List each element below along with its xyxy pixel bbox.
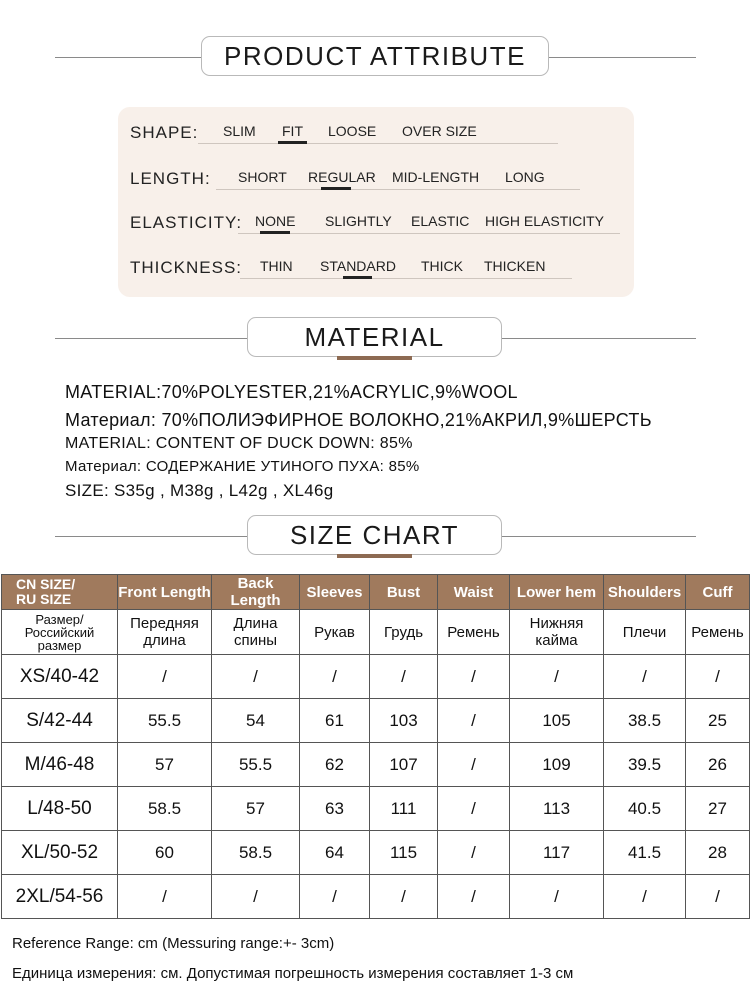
heading-title: PRODUCT ATTRIBUTE [201, 36, 549, 76]
table-row [2, 875, 750, 919]
heading-title: SIZE CHART [247, 515, 502, 555]
measurement-cell: / [438, 699, 510, 743]
header-cell: CN SIZE/ RU SIZE [2, 575, 118, 610]
attr-row-line [198, 143, 558, 144]
measurement-cell: / [438, 875, 510, 919]
header-cell: Back Length [212, 575, 300, 610]
heading-rule-left [55, 536, 248, 537]
measurement-cell: / [300, 875, 370, 919]
attr-row-line [238, 233, 620, 234]
heading-title: MATERIAL [247, 317, 502, 357]
measurement-cell: 38.5 [604, 699, 686, 743]
attr-option: SLIM [223, 123, 256, 139]
measurement-cell: / [604, 875, 686, 919]
measurement-cell: 117 [510, 831, 604, 875]
header-cell: Передняя длина [118, 610, 212, 655]
size-label-cell: M/46-48 [2, 743, 118, 787]
measurement-cell: / [212, 875, 300, 919]
measurement-cell: / [370, 655, 438, 699]
header-cell: Ремень [438, 610, 510, 655]
size-label-cell: XS/40-42 [2, 655, 118, 699]
measurement-cell: / [300, 655, 370, 699]
attr-row-thickness [118, 256, 634, 292]
measurement-cell: / [510, 655, 604, 699]
attr-label: SHAPE: [130, 123, 199, 142]
table-row [2, 787, 750, 831]
measurement-cell: 61 [300, 699, 370, 743]
attr-option-selected: REGULAR [308, 169, 376, 185]
measurement-cell: 113 [510, 787, 604, 831]
reference-range-ru: Единица измерения: см. Допустимая погрешность измерения составляет 1-3 см [12, 965, 574, 982]
material-line-1: MATERIAL:70%POLYESTER,21%ACRYLIC,9%WOOL [65, 382, 518, 402]
measurement-cell: 58.5 [118, 787, 212, 831]
measurement-cell: 40.5 [604, 787, 686, 831]
header-cell: Рукав [300, 610, 370, 655]
measurement-cell: 55.5 [118, 699, 212, 743]
measurement-cell: 62 [300, 743, 370, 787]
measurement-cell: 105 [510, 699, 604, 743]
header-cell: Lower hem [510, 575, 604, 610]
measurement-cell: 103 [370, 699, 438, 743]
material-line-2: Материал: 70%ПОЛИЭФИРНОЕ ВОЛОКНО,21%АКРИЛ,9%ШЕРСТЬ [65, 410, 652, 430]
measurement-cell: 55.5 [212, 743, 300, 787]
material-line-3: MATERIAL: CONTENT OF DUCK DOWN: 85% [65, 435, 413, 452]
measurement-cell: / [118, 655, 212, 699]
size-label-cell: 2XL/54-56 [2, 875, 118, 919]
measurement-cell: / [438, 655, 510, 699]
attr-option: MID-LENGTH [392, 169, 480, 185]
measurement-cell: 57 [118, 743, 212, 787]
material-line-5: SIZE: S35g , M38g , L42g , XL46g [65, 481, 334, 500]
measurement-cell: 26 [686, 743, 750, 787]
attr-selected-marker [278, 141, 307, 144]
measurement-cell: 107 [370, 743, 438, 787]
header-cell: Нижняя кайма [510, 610, 604, 655]
header-cell: Bust [370, 575, 438, 610]
attr-option: THIN [260, 258, 293, 274]
measurement-cell: 111 [370, 787, 438, 831]
header-cell: Waist [438, 575, 510, 610]
table-row [2, 699, 750, 743]
header-cell: Плечи [604, 610, 686, 655]
size-chart-table [1, 574, 750, 919]
header-cell: Размер/ Российский размер [2, 610, 118, 655]
size-chart-heading [0, 515, 750, 559]
measurement-cell: / [370, 875, 438, 919]
attr-row-elasticity [118, 211, 634, 247]
attr-selected-marker [343, 276, 372, 279]
attr-option: THICKEN [484, 258, 546, 274]
header-cell: Грудь [370, 610, 438, 655]
size-label-cell: L/48-50 [2, 787, 118, 831]
measurement-cell: / [438, 743, 510, 787]
product-attribute-heading [0, 36, 750, 80]
table-header-russian [2, 610, 750, 655]
attr-label: LENGTH: [130, 169, 211, 188]
attr-label: ELASTICITY: [130, 213, 243, 232]
attr-option-selected: STANDARD [320, 258, 396, 274]
measurement-cell: 41.5 [604, 831, 686, 875]
measurement-cell: / [212, 655, 300, 699]
table-row [2, 655, 750, 699]
attr-selected-marker [321, 187, 351, 190]
measurement-cell: 27 [686, 787, 750, 831]
header-cell: Shoulders [604, 575, 686, 610]
heading-rule-left [55, 338, 248, 339]
size-label-cell: S/42-44 [2, 699, 118, 743]
attr-option: SLIGHTLY [325, 213, 392, 229]
size-label-cell: XL/50-52 [2, 831, 118, 875]
measurement-cell: / [118, 875, 212, 919]
table-row [2, 743, 750, 787]
measurement-cell: / [510, 875, 604, 919]
measurement-cell: / [604, 655, 686, 699]
measurement-cell: 54 [212, 699, 300, 743]
attr-row-shape [118, 121, 634, 157]
attr-option: HIGH ELASTICITY [485, 213, 605, 229]
attr-option: ELASTIC [411, 213, 470, 229]
header-cell: Длина спины [212, 610, 300, 655]
measurement-cell: 63 [300, 787, 370, 831]
attr-label: THICKNESS: [130, 258, 243, 277]
measurement-cell: / [438, 787, 510, 831]
header-cell: Ремень [686, 610, 750, 655]
attr-option: LONG [505, 169, 545, 185]
measurement-cell: 64 [300, 831, 370, 875]
attr-row-length [118, 167, 634, 203]
heading-rule-right [501, 536, 696, 537]
reference-range-en: Reference Range: cm (Messuring range:+- 3cm) [12, 935, 335, 952]
attr-row-line [216, 189, 580, 190]
attr-row-line [240, 278, 572, 279]
attr-option-selected: FIT [282, 123, 303, 139]
attr-option-selected: NONE [255, 213, 296, 229]
material-line-4: Материал: СОДЕРЖАНИЕ УТИНОГО ПУХА: 85% [65, 458, 420, 475]
heading-rule-right [501, 338, 696, 339]
measurement-cell: 39.5 [604, 743, 686, 787]
measurement-cell: 28 [686, 831, 750, 875]
material-heading [0, 317, 750, 361]
measurement-cell: / [686, 875, 750, 919]
attr-option: LOOSE [328, 123, 377, 139]
measurement-cell: / [686, 655, 750, 699]
table-header-english [2, 575, 750, 610]
measurement-cell: 58.5 [212, 831, 300, 875]
heading-accent-bar [337, 554, 412, 558]
table-row [2, 831, 750, 875]
measurement-cell: 115 [370, 831, 438, 875]
attr-option: THICK [421, 258, 463, 274]
header-cell: Cuff [686, 575, 750, 610]
attr-option: SHORT [238, 169, 287, 185]
measurement-cell: / [438, 831, 510, 875]
heading-accent-bar [337, 356, 412, 360]
measurement-cell: 109 [510, 743, 604, 787]
heading-rule-left [55, 57, 203, 58]
attr-option: OVER SIZE [402, 123, 477, 139]
heading-rule-right [548, 57, 696, 58]
header-cell: Sleeves [300, 575, 370, 610]
header-cell: Front Length [118, 575, 212, 610]
measurement-cell: 57 [212, 787, 300, 831]
attr-selected-marker [260, 231, 290, 234]
attribute-panel [118, 107, 634, 297]
measurement-cell: 25 [686, 699, 750, 743]
measurement-cell: 60 [118, 831, 212, 875]
